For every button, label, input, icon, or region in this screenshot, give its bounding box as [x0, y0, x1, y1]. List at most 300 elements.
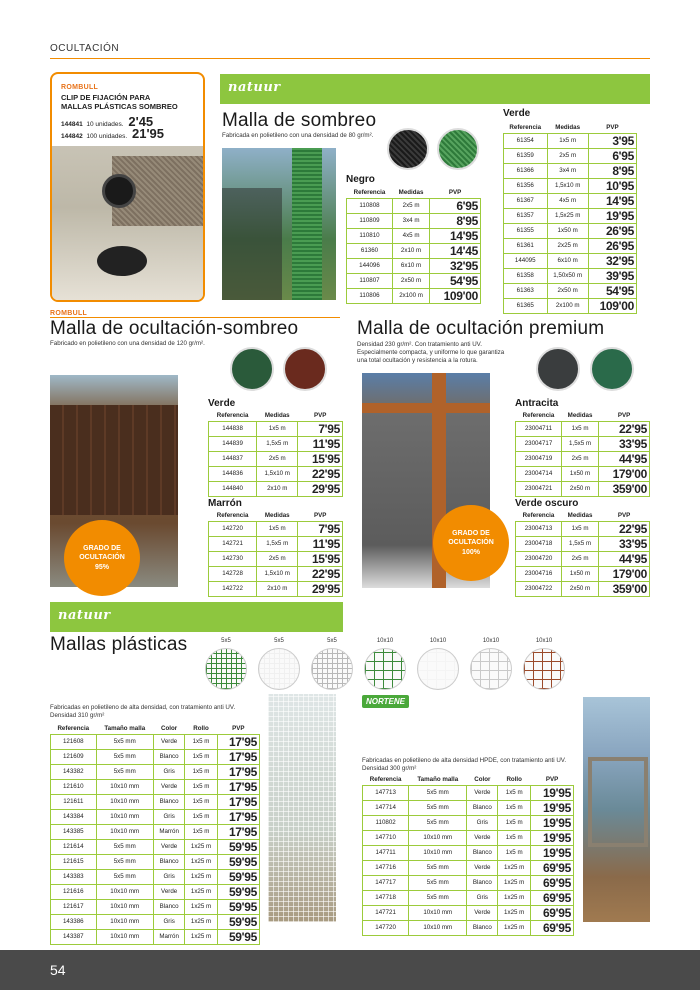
table-cell: 10x10 mm	[96, 824, 153, 839]
table-cell: 61367	[504, 193, 548, 208]
table-cell: 6x10 m	[393, 258, 430, 273]
table-row	[516, 481, 650, 496]
price-cell: 6'95	[430, 198, 481, 213]
table-cell: 121616	[51, 884, 97, 899]
table-cell: 1x25 m	[498, 860, 531, 875]
swatch-antracita	[536, 347, 580, 391]
table-cell: 147721	[363, 905, 409, 920]
table-cell: 144837	[209, 451, 257, 466]
table-cell: 2x5 m	[547, 148, 588, 163]
price-cell: 17'95	[217, 779, 259, 794]
table-cell: Verde	[467, 785, 498, 800]
table-cell: 2x5 m	[393, 198, 430, 213]
table-cell: 10x10 mm	[409, 830, 467, 845]
table-cell: 10x10 mm	[96, 779, 153, 794]
table-row	[209, 481, 343, 496]
col-pvp: PVP	[313, 511, 327, 519]
table-cell: 2x100 m	[547, 298, 588, 313]
col-ref: Referencia	[509, 123, 542, 131]
table-cell: 110808	[347, 198, 393, 213]
table-cell: 10x10 mm	[96, 794, 153, 809]
table-cell: 121611	[51, 794, 97, 809]
price-cell: 69'95	[531, 890, 574, 905]
table-cell: Marrón	[153, 929, 184, 944]
table-cell: 5x5 mm	[96, 839, 153, 854]
table-cell: 144838	[209, 421, 257, 436]
table-cell: 1x5 m	[498, 800, 531, 815]
table-cell: 110806	[347, 288, 393, 303]
fence-image	[50, 405, 178, 515]
table-cell: 1,5x10 m	[547, 178, 588, 193]
table-cell: 1x5 m	[498, 845, 531, 860]
clip-price: 2'45	[128, 114, 154, 129]
price-cell: 109'00	[430, 288, 481, 303]
price-cell: 29'95	[298, 581, 343, 596]
table-row	[51, 809, 260, 824]
table-row	[363, 785, 574, 800]
mesh-swatch-circle	[258, 648, 300, 690]
price-cell: 32'95	[588, 253, 636, 268]
table-cell: 10x10 mm	[96, 884, 153, 899]
table-cell: 61365	[504, 298, 548, 313]
price-cell: 59'95	[217, 929, 259, 944]
table-cell: Blanco	[467, 875, 498, 890]
table-cell: 1x5 m	[185, 749, 217, 764]
price-cell: 33'95	[599, 436, 650, 451]
nortene-logo: NORTENE	[362, 695, 409, 708]
price-cell: 15'95	[298, 551, 343, 566]
table-cell: 1,5x5 m	[257, 436, 298, 451]
premium-badge	[433, 505, 509, 581]
price-cell: 7'95	[298, 421, 343, 436]
price-cell: 44'95	[599, 551, 650, 566]
table-row	[504, 283, 637, 298]
table-cell: 1x5 m	[562, 521, 599, 536]
clip-price-row-2	[61, 126, 201, 141]
table-row	[516, 466, 650, 481]
price-cell: 69'95	[531, 860, 574, 875]
table-cell: 61354	[504, 133, 548, 148]
sombreo-photo	[222, 148, 336, 300]
mesh-swatch-circle	[523, 648, 565, 690]
table-row	[347, 243, 481, 258]
col-color: Color	[161, 724, 178, 732]
price-cell: 109'00	[588, 298, 636, 313]
plasticas-swatches	[203, 638, 570, 690]
table-cell: Gris	[153, 809, 184, 824]
price-cell: 69'95	[531, 875, 574, 890]
table-cell: 1x5 m	[185, 794, 217, 809]
table-cell: 10x10 mm	[409, 920, 467, 935]
table-cell: 1x5 m	[498, 785, 531, 800]
table-cell: 142722	[209, 581, 257, 596]
table-cell: 4x5 m	[393, 228, 430, 243]
nortene-desc	[362, 757, 566, 773]
table-cell: 61363	[504, 283, 548, 298]
col-ref: Referencia	[216, 511, 249, 519]
wood-beam	[362, 403, 490, 413]
swatch-verde-oscuro	[590, 347, 634, 391]
price-cell: 59'95	[217, 914, 259, 929]
table-cell: 142730	[209, 551, 257, 566]
table-cell: 1,5x5 m	[562, 536, 599, 551]
nortene-table	[362, 774, 574, 936]
price-cell: 22'95	[298, 466, 343, 481]
table-cell: 147717	[363, 875, 409, 890]
price-cell: 17'95	[217, 824, 259, 839]
table-cell: 144095	[504, 253, 548, 268]
mesh-swatch-circle	[205, 648, 247, 690]
price-cell: 17'95	[217, 809, 259, 824]
clip-title-line1: CLIP DE FIJACIÓN PARA	[61, 93, 151, 102]
table-row	[51, 884, 260, 899]
table-cell: 2x5 m	[257, 451, 298, 466]
table-cell: 110809	[347, 213, 393, 228]
table-cell: 1x50 m	[562, 566, 599, 581]
table-row	[504, 163, 637, 178]
ocult-verde-table	[208, 410, 343, 497]
table-cell: 1,5x5 m	[257, 536, 298, 551]
table-cell: 23004713	[516, 521, 562, 536]
badge-line2: OCULTACIÓN	[448, 539, 494, 547]
ocult-title: Malla de ocultación-sombreo	[50, 318, 299, 339]
section-header: OCULTACIÓN	[50, 43, 120, 54]
badge-line1: GRADO DE	[452, 530, 490, 538]
table-cell: Blanco	[153, 749, 184, 764]
mesh-swatch-circle	[311, 648, 353, 690]
table-cell: 2x50 m	[562, 581, 599, 596]
ocult-brand: ROMBULL	[50, 310, 88, 317]
table-cell: 1x50 m	[562, 466, 599, 481]
table-row	[51, 854, 260, 869]
table-cell: 1x5 m	[257, 421, 298, 436]
table-cell: 10x10 mm	[409, 845, 467, 860]
table-cell: 147716	[363, 860, 409, 875]
col-ref: Referencia	[353, 188, 386, 196]
table-cell: 147720	[363, 920, 409, 935]
col-ref: Referencia	[369, 775, 402, 783]
table-cell: Blanco	[153, 899, 184, 914]
table-cell: 1x25 m	[185, 899, 217, 914]
table-row	[516, 536, 650, 551]
price-cell: 17'95	[217, 749, 259, 764]
price-cell: 69'95	[531, 905, 574, 920]
mesh-swatch	[362, 638, 408, 690]
price-cell: 14'95	[588, 193, 636, 208]
table-cell: 1x50 m	[547, 223, 588, 238]
table-cell: 10x10 mm	[96, 929, 153, 944]
col-pvp: PVP	[313, 411, 327, 419]
table-cell: 2x25 m	[547, 238, 588, 253]
price-cell: 19'95	[531, 815, 574, 830]
table-cell: 23004717	[516, 436, 562, 451]
table-cell: 1x5 m	[498, 815, 531, 830]
table-cell: 3x4 m	[393, 213, 430, 228]
price-cell: 59'95	[217, 854, 259, 869]
table-row	[51, 824, 260, 839]
page-number: 54	[50, 962, 66, 978]
table-row	[504, 148, 637, 163]
table-cell: 121610	[51, 779, 97, 794]
ocult-marron-table	[208, 510, 343, 597]
clip-photo	[52, 146, 203, 300]
table-cell: Blanco	[467, 800, 498, 815]
table-row	[51, 734, 260, 749]
mesh-swatch-circle	[470, 648, 512, 690]
swatch-label: 5x5	[327, 638, 337, 644]
nortene-photo	[583, 697, 650, 922]
mesh-swatch	[468, 638, 514, 690]
ocult-desc: Fabricado en polietileno con una densidad de 120 gr/m².	[50, 340, 205, 347]
table-cell: 110802	[363, 815, 409, 830]
price-cell: 19'95	[531, 800, 574, 815]
table-row	[504, 268, 637, 283]
table-cell: 10x10 mm	[409, 905, 467, 920]
col-ref: Referencia	[216, 411, 249, 419]
table-cell: 1x25 m	[185, 854, 217, 869]
clip-brand: ROMBULL	[61, 84, 99, 91]
table-cell: Gris	[153, 869, 184, 884]
table-cell: 121609	[51, 749, 97, 764]
table-row	[516, 451, 650, 466]
table-row	[363, 815, 574, 830]
clip-title-line2: MALLAS PLÁSTICAS SOMBREO	[61, 101, 178, 111]
price-cell: 359'00	[599, 481, 650, 496]
table-cell: 2x10 m	[393, 243, 430, 258]
badge-line3: 95%	[94, 563, 109, 571]
table-row	[504, 208, 637, 223]
price-cell: 32'95	[430, 258, 481, 273]
col-tam: Tamaño malla	[104, 724, 146, 732]
table-row	[504, 238, 637, 253]
price-cell: 179'00	[599, 466, 650, 481]
swatch-verde	[437, 128, 479, 170]
table-cell: 5x5 mm	[96, 749, 153, 764]
price-cell: 59'95	[217, 839, 259, 854]
swatch-negro	[387, 128, 429, 170]
table-cell: Blanco	[467, 845, 498, 860]
table-cell: 61359	[504, 148, 548, 163]
table-row	[363, 920, 574, 935]
price-cell: 179'00	[599, 566, 650, 581]
table-cell: 6x10 m	[547, 253, 588, 268]
table-cell: 1x25 m	[185, 914, 217, 929]
table-cell: 1x5 m	[562, 421, 599, 436]
price-cell: 22'95	[599, 421, 650, 436]
sombreo-desc: Fabricada en polietileno con una densidad de 80 gr/m².	[222, 132, 374, 139]
table-cell: 142720	[209, 521, 257, 536]
table-row	[363, 800, 574, 815]
table-row	[209, 536, 343, 551]
net-panel	[268, 694, 336, 922]
table-cell: 1,5x10 m	[257, 466, 298, 481]
table-row	[347, 213, 481, 228]
nortene-desc-1: Fabricadas en polietileno de alta densidad HPDE, con tratamiento anti UV.	[362, 757, 567, 764]
table-cell: 1x25 m	[498, 875, 531, 890]
table-cell: 23004722	[516, 581, 562, 596]
table-cell: 144840	[209, 481, 257, 496]
table-cell: Blanco	[153, 794, 184, 809]
table-cell: 1,50x50 m	[547, 268, 588, 283]
swatch-label: 10x10	[376, 638, 394, 644]
mesh-swatch	[256, 638, 302, 690]
clip-desc: 10 unidades.	[86, 121, 124, 128]
table-row	[363, 905, 574, 920]
table-cell: 10x10 mm	[96, 809, 153, 824]
mesh-swatch	[415, 638, 461, 690]
table-cell: 1,5x25 m	[547, 208, 588, 223]
table-row	[516, 566, 650, 581]
table-cell: 5x5 mm	[409, 890, 467, 905]
table-row	[209, 451, 343, 466]
plasticas-title: Mallas plásticas	[50, 634, 188, 655]
premium-verde-oscuro-label: Verde oscuro	[515, 498, 579, 509]
mesh-swatch	[309, 638, 355, 690]
table-row	[209, 551, 343, 566]
table-row	[209, 521, 343, 536]
table-row	[363, 830, 574, 845]
table-cell: Gris	[467, 890, 498, 905]
table-row	[504, 178, 637, 193]
clip-ref: 144841	[61, 121, 83, 128]
col-med: Medidas	[264, 411, 290, 419]
plasticas-desc-1: Fabricadas en polietileno de alta densidad, con tratamiento anti UV.	[50, 704, 236, 711]
price-cell: 11'95	[298, 536, 343, 551]
table-row	[51, 914, 260, 929]
table-cell: Verde	[467, 830, 498, 845]
table-cell: Verde	[153, 884, 184, 899]
table-row	[516, 551, 650, 566]
table-cell: 1x5 m	[185, 734, 217, 749]
table-cell: 1x25 m	[498, 890, 531, 905]
col-pvp: PVP	[545, 775, 559, 783]
table-row	[516, 436, 650, 451]
table-cell: 143382	[51, 764, 97, 779]
sombreo-title: Malla de sombreo	[222, 110, 377, 131]
premium-badge-text	[448, 529, 494, 556]
premium-antracita-table	[515, 410, 650, 497]
table-row	[209, 436, 343, 451]
table-cell: 1x5 m	[498, 830, 531, 845]
table-cell: 1x5 m	[185, 809, 217, 824]
price-cell: 33'95	[599, 536, 650, 551]
table-cell: 23004721	[516, 481, 562, 496]
col-pvp: PVP	[606, 123, 619, 131]
premium-desc-3: una total ocultación y resistencia a la rotura.	[357, 357, 478, 365]
table-cell: 61357	[504, 208, 548, 223]
table-row	[51, 929, 260, 944]
table-cell: 2x10 m	[257, 481, 298, 496]
plasticas-table	[50, 723, 260, 945]
table-cell: Marrón	[153, 824, 184, 839]
plasticas-desc	[50, 704, 235, 720]
clip-image-1	[102, 174, 136, 208]
table-cell: 1x25 m	[498, 920, 531, 935]
table-row	[51, 794, 260, 809]
table-cell: 147711	[363, 845, 409, 860]
table-cell: Blanco	[153, 854, 184, 869]
table-cell: Blanco	[467, 920, 498, 935]
price-cell: 22'95	[298, 566, 343, 581]
table-cell: 147713	[363, 785, 409, 800]
sombreo-negro-table	[346, 187, 481, 304]
table-cell: 142721	[209, 536, 257, 551]
swatch-label: 10x10	[482, 638, 500, 644]
swatch-label: 10x10	[429, 638, 447, 644]
table-cell: 1x25 m	[185, 869, 217, 884]
table-cell: 144836	[209, 466, 257, 481]
table-cell: 121617	[51, 899, 97, 914]
green-net-roll	[292, 148, 322, 300]
table-row	[209, 581, 343, 596]
clip-image-2	[97, 246, 147, 276]
price-cell: 17'95	[217, 794, 259, 809]
table-cell: 1x25 m	[185, 884, 217, 899]
col-pvp: PVP	[232, 724, 245, 732]
table-row	[504, 298, 637, 313]
table-row	[51, 779, 260, 794]
price-cell: 44'95	[599, 451, 650, 466]
table-cell: 121608	[51, 734, 97, 749]
table-cell: 1x5 m	[257, 521, 298, 536]
table-row	[347, 198, 481, 213]
table-cell: 23004720	[516, 551, 562, 566]
table-cell: 61355	[504, 223, 548, 238]
price-cell: 19'95	[588, 208, 636, 223]
table-row	[51, 749, 260, 764]
price-cell: 69'95	[531, 920, 574, 935]
premium-antracita-label: Antracita	[515, 398, 559, 409]
table-cell: Gris	[467, 815, 498, 830]
premium-desc	[357, 341, 504, 365]
table-cell: 61360	[347, 243, 393, 258]
swatch-label: 5x5	[221, 638, 231, 644]
table-row	[51, 899, 260, 914]
natuur-banner-bottom	[50, 602, 343, 632]
clip-box	[50, 72, 205, 302]
table-cell: Verde	[153, 779, 184, 794]
table-row	[363, 875, 574, 890]
table-cell: 2x50 m	[547, 283, 588, 298]
table-cell: 142728	[209, 566, 257, 581]
table-cell: 23004719	[516, 451, 562, 466]
mesh-swatch-circle	[417, 648, 459, 690]
table-cell: 1x5 m	[185, 824, 217, 839]
price-cell: 39'95	[588, 268, 636, 283]
table-cell: 110810	[347, 228, 393, 243]
price-cell: 17'95	[217, 734, 259, 749]
table-cell: Verde	[467, 905, 498, 920]
nortene-desc-2: Densidad 300 gr/m²	[362, 765, 417, 773]
table-cell: 61361	[504, 238, 548, 253]
plasticas-desc-2: Densidad 310 gr/m²	[50, 712, 105, 720]
price-cell: 8'95	[588, 163, 636, 178]
plasticas-photo	[268, 694, 336, 922]
price-cell: 14'95	[430, 228, 481, 243]
table-cell: 2x10 m	[257, 581, 298, 596]
col-rollo: Rollo	[506, 775, 522, 783]
table-row	[504, 253, 637, 268]
table-cell: 5x5 mm	[409, 860, 467, 875]
table-cell: Verde	[153, 734, 184, 749]
sombreo-verde-label: Verde	[503, 108, 531, 119]
ocult-marron-label: Marrón	[208, 498, 242, 509]
table-cell: 5x5 mm	[409, 800, 467, 815]
price-cell: 7'95	[298, 521, 343, 536]
table-row	[347, 258, 481, 273]
sombreo-negro-label: Negro	[346, 174, 375, 185]
header-divider	[50, 58, 650, 59]
